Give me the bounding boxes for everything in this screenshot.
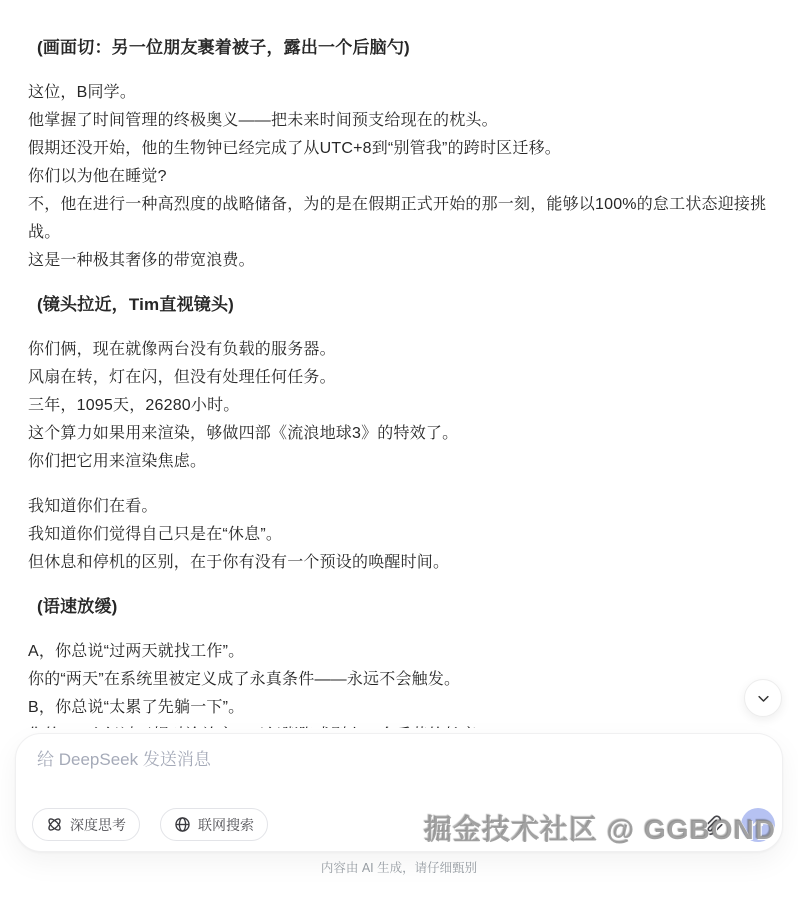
message-line: 这个算力如果用来渲染，够做四部《流浪地球3》的特效了。 [28, 425, 459, 442]
message-line: 你们以为他在睡觉? [28, 168, 167, 185]
stage-direction-heading: (画面切：另一位朋友裹着被子，露出一个后脑勺) [37, 38, 410, 57]
message-line: 风扇在转，灯在闪，但没有处理任何任务。 [28, 369, 336, 386]
arrow-up-icon [749, 816, 767, 834]
message-line: 不，他在进行一种高烈度的战略储备，为的是在假期正式开始的那一刻，能够以100%的怠工状态迎接挑战。 [28, 196, 767, 241]
message-line: 这是一种极其奢侈的带宽浪费。 [28, 252, 255, 269]
message-line: A，你总说“过两天就找工作”。 [28, 643, 245, 660]
stage-direction-heading: (语速放缓) [37, 597, 118, 616]
message-line: 他掌握了时间管理的终极奥义——把未来时间预支给现在的枕头。 [28, 112, 498, 129]
message-paragraph [28, 493, 772, 577]
globe-icon [174, 816, 191, 833]
message-input[interactable] [37, 748, 712, 794]
deep-think-button[interactable] [32, 808, 140, 841]
message-line: 我知道你们在看。 [28, 498, 158, 515]
message-paragraph [28, 336, 772, 476]
attach-button[interactable] [700, 812, 726, 838]
message-paragraph [28, 79, 772, 275]
message-line: 三年，1095天，26280小时。 [28, 397, 240, 414]
deep-think-icon [46, 816, 63, 833]
watermark: 掘金技术社区 @ GGBOND [424, 814, 776, 845]
message-line: 但休息和停机的区别，在于你有没有一个预设的唤醒时间。 [28, 554, 450, 571]
composer[interactable] [15, 733, 783, 852]
scroll-to-bottom-button[interactable] [744, 679, 782, 717]
deep-think-label: 深度思考 [70, 816, 126, 833]
message-line: 这位，B同学。 [28, 84, 137, 101]
message-line: 我知道你们觉得自己只是在“休息”。 [28, 526, 283, 543]
message-line: 你的“两天”在系统里被定义成了永真条件——永远不会触发。 [28, 671, 461, 688]
message-line: 你们把它用来渲染焦虑。 [28, 453, 207, 470]
stage-direction-heading: (镜头拉近，Tim直视镜头) [37, 295, 235, 314]
web-search-label: 联网搜索 [198, 816, 254, 833]
send-button[interactable] [741, 808, 775, 842]
chevron-down-icon [756, 691, 771, 706]
message-line: 假期还没开始，他的生物钟已经完成了从UTC+8到“别管我”的跨时区迁移。 [28, 140, 561, 157]
paperclip-icon [703, 815, 724, 836]
message-line: 你们俩，现在就像两台没有负载的服务器。 [28, 341, 336, 358]
composer-toolbar [32, 808, 268, 841]
web-search-button[interactable] [160, 808, 268, 841]
message-line: B，你总说“太累了先躺一下”。 [28, 699, 245, 716]
footer-disclaimer: 内容由 AI 生成，请仔细甄别 [320, 861, 478, 875]
